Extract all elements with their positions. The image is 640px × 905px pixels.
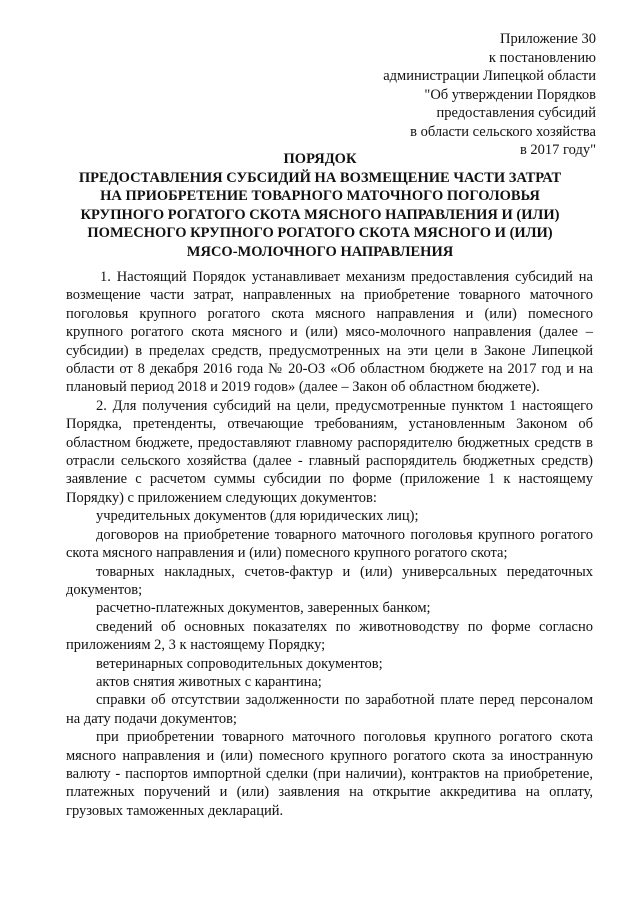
paragraph: 1. Настоящий Порядок устанавливает механизм предоставления субсидий на возмещение части затрат, направленных на приобретение товарного маточного поголовья крупного рогатого скота мясного направления и (или) помесного крупного рогатого скота мясного и (или) мясо-молочного направления (далее – субсидии) в пределах средств, предусмотренных на эти цели в Законе Липецкой области от 8 декабря 2016 года № 20-ОЗ «Об областном бюджете на 2017 год и на плановый период 2018 и 2019 годов» (далее – Закон об областном бюджете). [66, 269, 593, 396]
document-title [40, 150, 600, 262]
appendix-line: в области сельского хозяйства [410, 123, 596, 140]
appendix-line: администрации Липецкой области [383, 68, 596, 84]
list-item: учредительных документов (для юридических лиц); [96, 508, 419, 525]
list-item: актов снятия животных с карантина; [96, 673, 322, 690]
appendix-line: к постановлению [488, 49, 596, 66]
title-line: МЯСО-МОЛОЧНОГО НАПРАВЛЕНИЯ [186, 243, 454, 260]
title-line: ПОРЯДОК [283, 151, 357, 167]
title-line: КРУПНОГО РОГАТОГО СКОТА МЯСНОГО НАПРАВЛЕНИЯ И (ИЛИ) [80, 206, 560, 223]
appendix-line: предоставления субсидий [436, 105, 596, 121]
list-item: справки об отсутствии задолженности по заработной плате перед персоналом на дату подачи документов; [66, 692, 593, 727]
document-body [66, 268, 593, 820]
title-line: ПОМЕСНОГО КРУПНОГО РОГАТОГО СКОТА МЯСНОГО И (ИЛИ) [87, 225, 553, 242]
appendix-line: "Об утверждении Порядков [424, 86, 596, 103]
list-item: договоров на приобретение товарного маточного поголовья крупного рогатого скота мясного направления и (или) помесного крупного рогатого скота; [66, 526, 593, 562]
list-item: расчетно-платежных документов, заверенных банком; [96, 600, 431, 617]
paragraph: 2. Для получения субсидий на цели, предусмотренные пунктом 1 настоящего Порядка, претенденты, отвечающие требованиям, установленным Законом об областном бюджете, предоставляют главному распорядителю бюджетных средств в отрасли сельского хозяйства (далее - главный распорядитель бюджетных средств) заявление с расчетом суммы субсидии по форме (приложение 1 к настоящему Порядку) с приложением следующих документов: [66, 397, 593, 506]
title-line: НА ПРИОБРЕТЕНИЕ ТОВАРНОГО МАТОЧНОГО ПОГОЛОВЬЯ [100, 188, 540, 205]
appendix-line: в 2017 году" [519, 142, 596, 158]
appendix-header [296, 30, 596, 160]
appendix-line: Приложение 30 [500, 31, 596, 47]
title-line: ПРЕДОСТАВЛЕНИЯ СУБСИДИЙ НА ВОЗМЕЩЕНИЕ ЧАСТИ ЗАТРАТ [78, 169, 562, 186]
list-item: ветеринарных сопроводительных документов; [96, 655, 383, 672]
list-item: товарных накладных, счетов-фактур и (или) универсальных передаточных документов; [66, 563, 593, 598]
list-item: сведений об основных показателях по животноводству по форме согласно приложениям 2, 3 к настоящему Порядку; [66, 618, 593, 654]
list-item: при приобретении товарного маточного поголовья крупного рогатого скота мясного направления и (или) помесного крупного рогатого скота за иностранную валюту - паспортов импортной сделки (при наличии), контрактов на приобретение, платежных поручений и (или) заявления на открытие аккредитива на оплату, грузовых таможенных деклараций. [66, 729, 593, 819]
